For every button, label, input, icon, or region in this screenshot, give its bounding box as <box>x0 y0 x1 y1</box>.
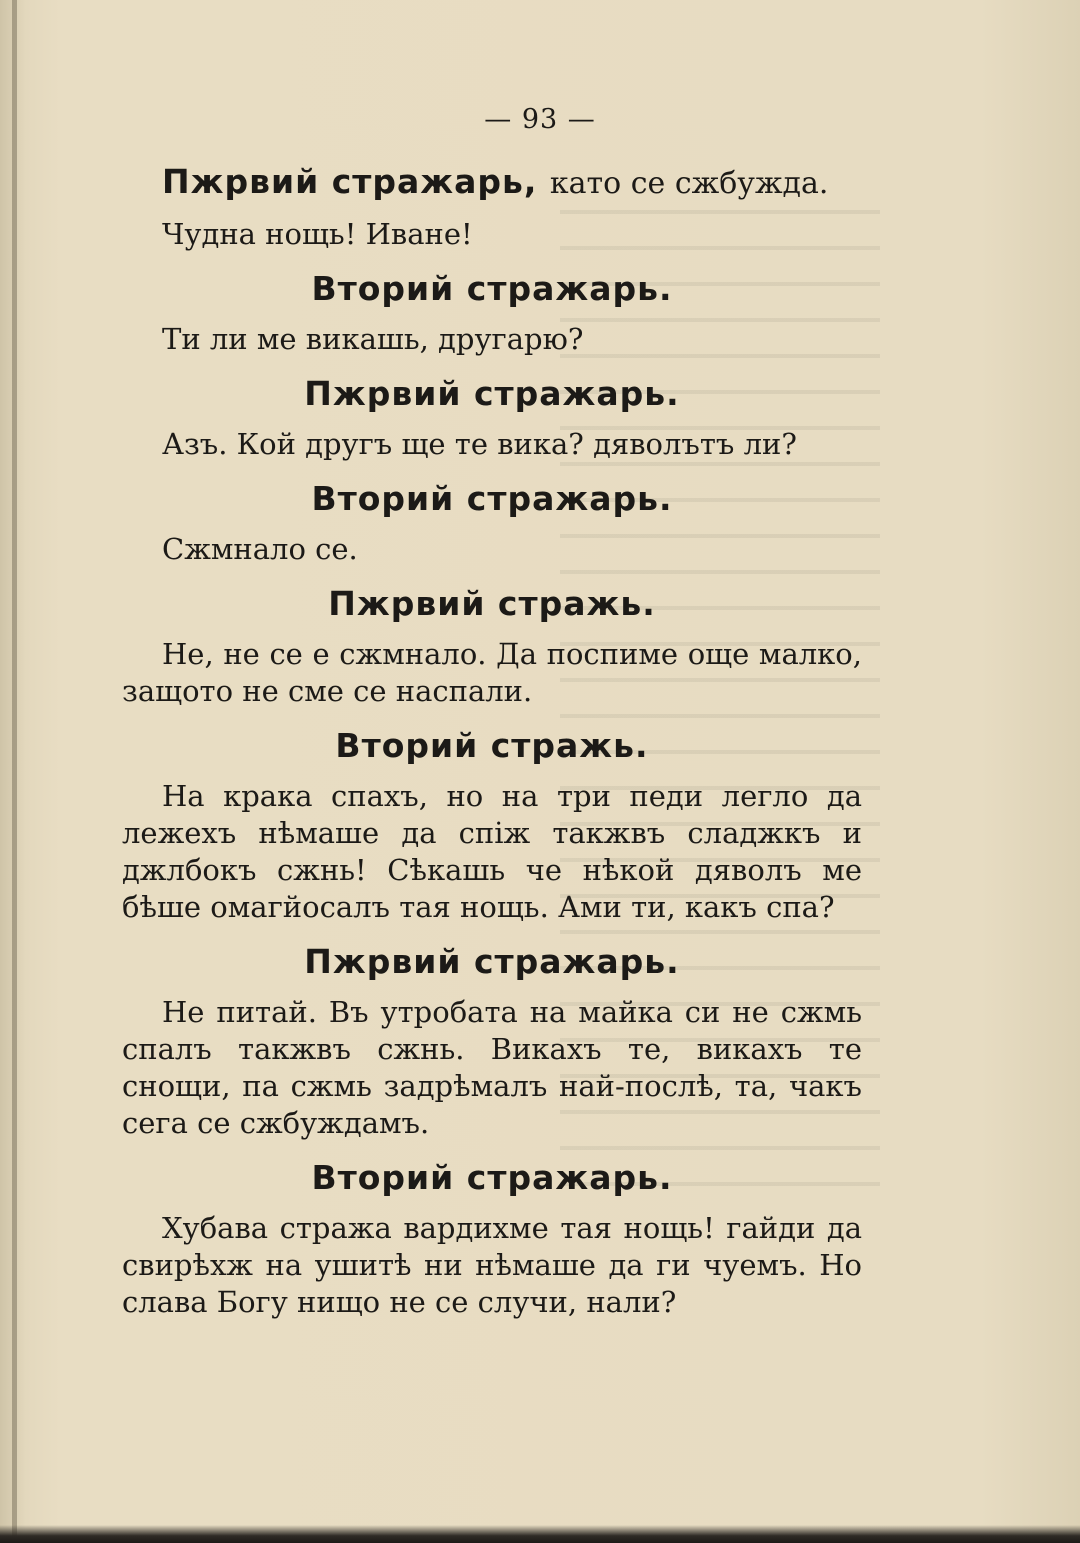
page-spine-shadow <box>12 0 17 1543</box>
speaker-heading: Вторий стражарь. <box>311 1158 673 1197</box>
speech-paragraph: Хубава стража вардихме тая нощь! гайди да свирѣхж на ушитѣ ни нѣмаше да ги чуемъ. Но слава Богу нищо не се случи, нали? <box>122 1211 862 1319</box>
speaker-heading: Пжрвий стражарь. <box>304 942 680 981</box>
speech-paragraph: Не питай. Въ утробата на майка си не сжмь спалъ такжвъ сжнь. Викахъ те, викахъ те снощи, па сжмь задрѣмалъ най-послѣ, та, чакъ сега се сжбуждамъ. <box>122 995 862 1140</box>
speaker-heading: Пжрвий стражарь. <box>304 374 680 413</box>
speaker-heading: Вторий стражь. <box>335 726 649 765</box>
speech-paragraph: Азъ. Кой другъ ще те вика? дяволътъ ли? <box>162 427 797 461</box>
speech-paragraph: Сжмнало се. <box>162 532 358 566</box>
stage-direction: като се сжбужда. <box>549 166 829 201</box>
speaker-heading: Пжрвий стражь. <box>328 584 656 623</box>
speaker-name: Пжрвий стражарь, <box>162 162 538 201</box>
dialogue-text <box>122 160 862 1321</box>
speaker-heading: Вторий стражарь. <box>311 269 673 308</box>
speech-paragraph: На крака спахъ, но на три педи легло да лежехъ нѣмаше да спіж такжвъ сладжкъ и джлбокъ сжнь! Сѣкашь че нѣкой дяволъ ме бѣше омагйосалъ тая нощь. Ами ти, какъ спа? <box>122 779 862 924</box>
speech-paragraph: Ти ли ме викашь, другарю? <box>162 322 584 356</box>
page-bottom-edge <box>0 1525 1080 1543</box>
speaker-heading <box>122 160 862 206</box>
speech-paragraph: Не, не се е сжмнало. Да поспиме още малко, защото не сме се наспали. <box>122 637 862 708</box>
page-number: — 93 — <box>484 104 596 135</box>
speech-paragraph: Чудна нощь! Иване! <box>162 217 473 251</box>
speaker-heading: Вторий стражарь. <box>311 479 673 518</box>
